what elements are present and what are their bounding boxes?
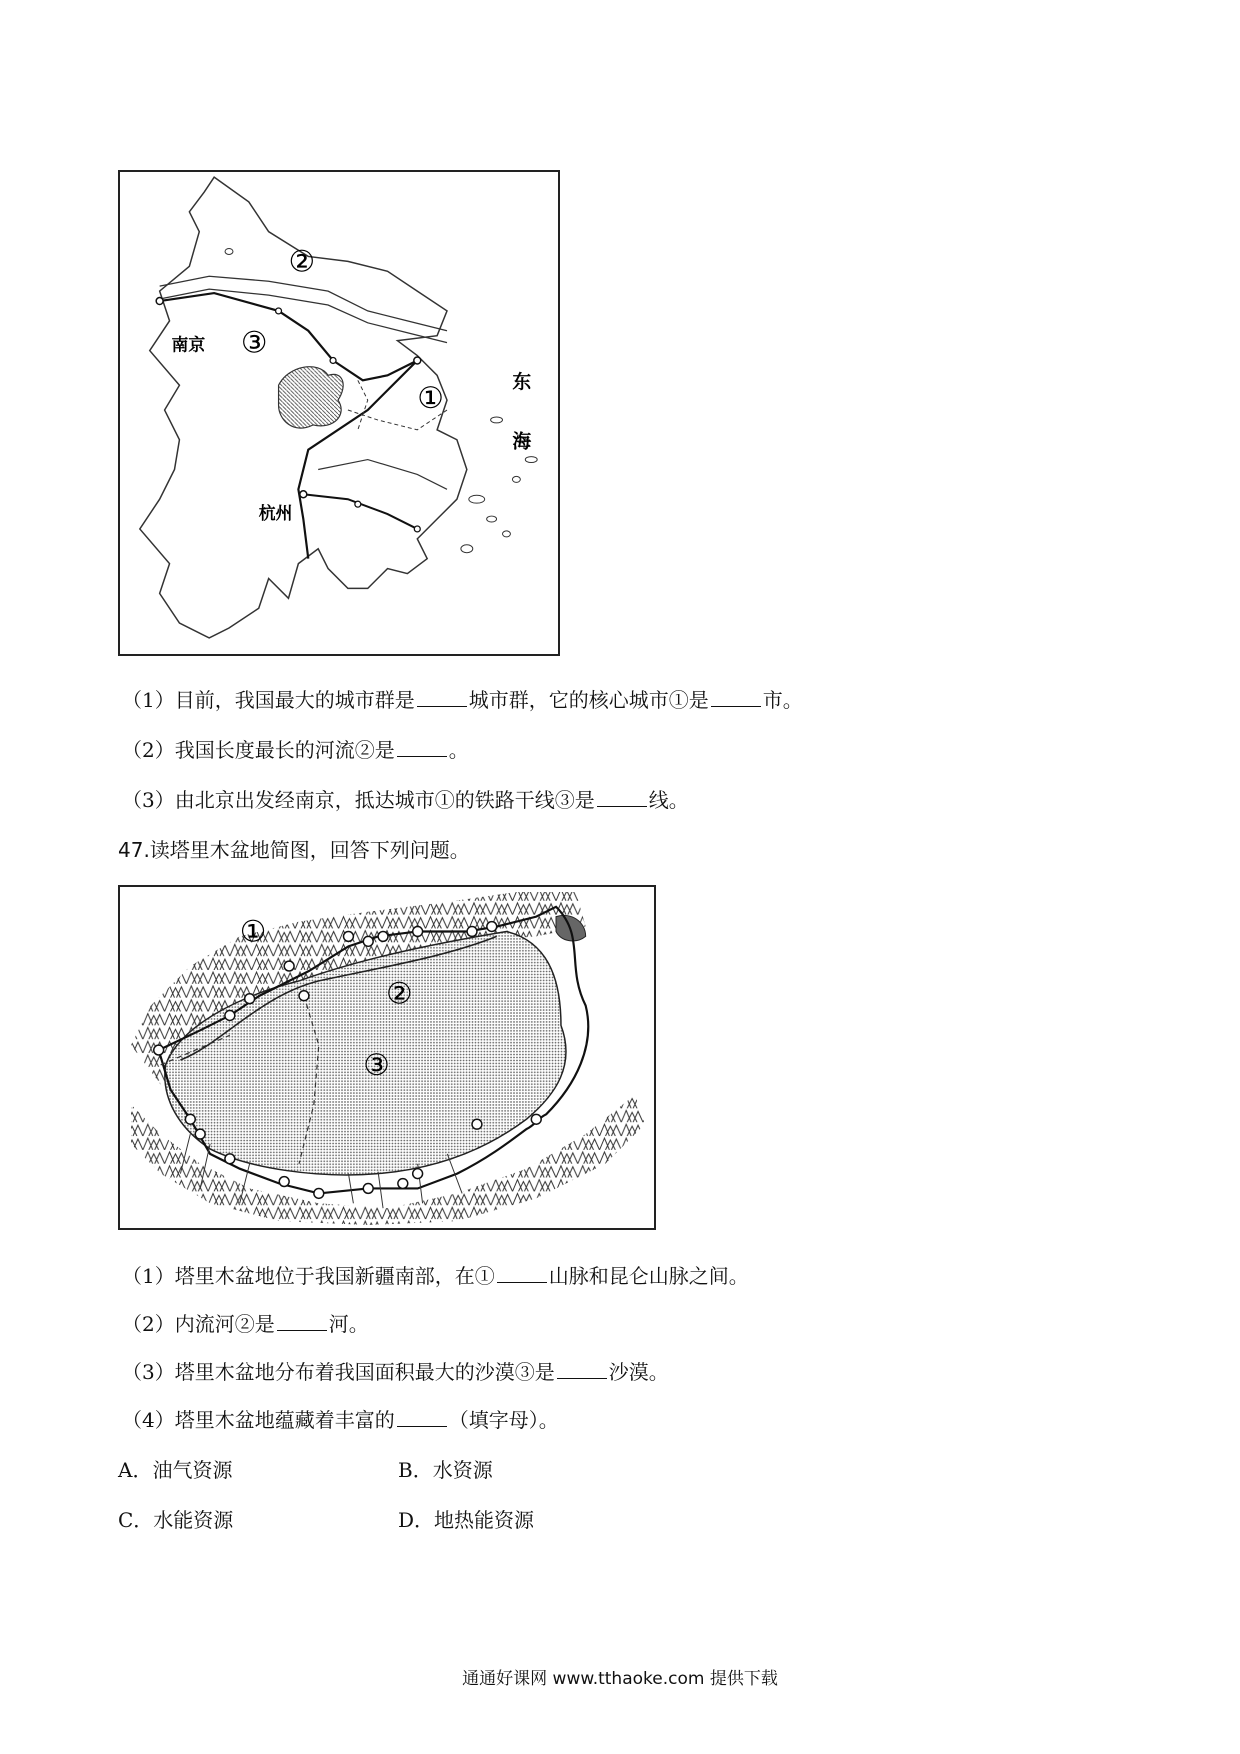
- q47-sub1-blank[interactable]: [497, 1264, 547, 1283]
- q46-sub3-text-a: （3）由北京出发经南京，抵达城市①的铁路干线③是: [122, 788, 595, 812]
- q47-sub3-text-b: 沙漠。: [608, 1360, 669, 1384]
- option-c[interactable]: C．水能资源: [118, 1508, 234, 1532]
- q47-sub4-text-b: （填字母）。: [448, 1408, 559, 1432]
- map2-label-1: ①: [239, 913, 267, 949]
- page-footer: 通通好课网 www.tthaoke.com 提供下载: [462, 1669, 778, 1689]
- map2-label-2: ②: [386, 975, 413, 1011]
- q46-sub3-text-b: 线。: [648, 788, 689, 812]
- q46-sub2-blank[interactable]: [397, 738, 447, 757]
- tarim-basin-map-svg: [120, 887, 654, 1228]
- q46-sub3: [122, 786, 689, 814]
- taihu-lake: [279, 367, 344, 428]
- q47-sub1-text-a: （1）塔里木盆地位于我国新疆南部，在①: [122, 1264, 495, 1288]
- map1-label-hangzhou: 杭州: [258, 503, 293, 524]
- option-b[interactable]: B．水资源: [398, 1458, 493, 1482]
- city-dot-hangzhou: [300, 491, 307, 498]
- map1-label-dong: 东: [512, 372, 532, 394]
- yangtze-delta-map: [118, 170, 560, 656]
- q47-sub3-text-a: （3）塔里木盆地分布着我国面积最大的沙漠③是: [122, 1360, 555, 1384]
- option-d[interactable]: D．地热能资源: [398, 1508, 535, 1532]
- q47-sub1: [122, 1262, 749, 1290]
- q46-sub1-blank-2[interactable]: [711, 688, 761, 707]
- q47-sub3: [122, 1358, 669, 1386]
- q47-sub1-text-b: 山脉和昆仑山脉之间。: [548, 1264, 749, 1288]
- q47-sub2: [122, 1310, 369, 1338]
- q47-sub2-text-b: 河。: [328, 1312, 369, 1336]
- city-dot-nanjing: [156, 298, 163, 305]
- map2-label-3: ③: [363, 1046, 390, 1082]
- q46-sub1-blank-1[interactable]: [417, 688, 467, 707]
- map1-label-1: ①: [417, 381, 444, 417]
- q47-title: 47.读塔里木盆地简图，回答下列问题。: [118, 838, 470, 862]
- q46-sub1-text-c: 市。: [762, 688, 803, 712]
- q47-sub4: [122, 1406, 559, 1434]
- q46-sub2-text-b: 。: [448, 738, 469, 762]
- q46-sub2: [122, 736, 469, 764]
- q46-sub1-text-b: 城市群，它的核心城市①是: [468, 688, 709, 712]
- q47-sub2-blank[interactable]: [277, 1312, 327, 1331]
- tarim-basin-map: [118, 885, 656, 1230]
- city-dot-shanghai: [414, 357, 421, 364]
- yangtze-delta-map-svg: [120, 172, 558, 654]
- option-a[interactable]: A．油气资源: [118, 1458, 233, 1482]
- q46-sub3-blank[interactable]: [597, 788, 647, 807]
- map1-label-2: ②: [288, 244, 316, 280]
- q47-sub4-text-a: （4）塔里木盆地蕴藏着丰富的: [122, 1408, 395, 1432]
- map1-label-hai: 海: [512, 431, 532, 453]
- q46-sub2-text-a: （2）我国长度最长的河流②是: [122, 738, 395, 762]
- map1-label-3: ③: [240, 325, 268, 361]
- q47-sub3-blank[interactable]: [557, 1360, 607, 1379]
- q46-sub1: [122, 686, 803, 714]
- railway-east: [303, 494, 417, 529]
- q47-sub4-blank[interactable]: [397, 1408, 447, 1427]
- yangtze-river: [160, 276, 447, 331]
- q47-sub2-text-a: （2）内流河②是: [122, 1312, 275, 1336]
- q46-sub1-text-a: （1）目前，我国最大的城市群是: [122, 688, 415, 712]
- map1-label-nanjing: 南京: [171, 334, 206, 355]
